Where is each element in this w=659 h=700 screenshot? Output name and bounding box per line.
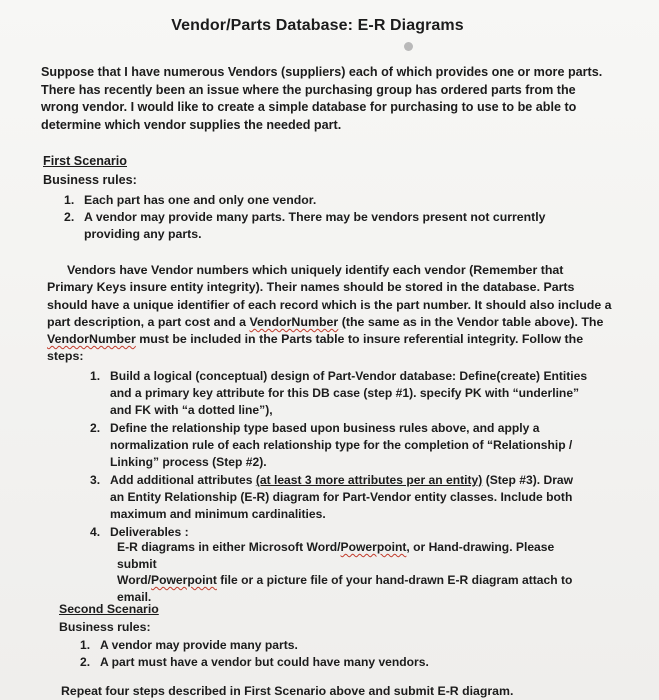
- steps-list: [90, 368, 600, 541]
- second-scenario-heading: Second Scenario: [59, 602, 159, 616]
- first-business-rules-list: [64, 192, 584, 243]
- first-business-rules-label: Business rules:: [43, 173, 137, 187]
- closing-instruction: Repeat four steps described in First Scenario above and submit E-R diagram.: [61, 684, 514, 698]
- spellcheck-word: Powerpoint: [340, 540, 407, 554]
- spellcheck-word: Powerpoint: [151, 573, 217, 587]
- list-item: 2. Define the relationship type based upon business rules above, and apply a normalization rule of each relationship type for the completion of “Relationship / Linking” process (Step #2).: [90, 421, 573, 469]
- second-business-rules-label: Business rules:: [59, 620, 151, 634]
- list-item: 4. Deliverables :: [90, 525, 189, 539]
- first-scenario-heading: First Scenario: [43, 154, 127, 168]
- spellcheck-word: VendorNumber: [47, 332, 136, 347]
- list-item: 3. Add additional attributes (at least 3 more attributes per an entity) (Step #3). Draw an Entity Relationship (E-R) diagram for Part-Vendor entity classes. Include both maximum and minimum cardinalities.: [90, 473, 574, 521]
- spellcheck-word: VendorNumber: [249, 314, 339, 329]
- page-title: Vendor/Parts Database: E-R Diagrams: [171, 17, 464, 34]
- deliverables-text: E-R diagrams in either Microsoft Word/Powerpoint, or Hand-drawing. Please submit Word/Powerpoint file or a picture file of your hand-drawn E-R diagram attach to email.: [117, 540, 573, 604]
- vendor-paragraph: Vendors have Vendor numbers which uniquely identify each vendor (Remember that Primary Keys insure entity integrity). Their names should be stored in the database. Parts should have a unique identifier of each record which is the part number. It should also include a part description, a part cost and a VendorNumber (the same as in the Vendor table above). The VendorNumber must be included in the Parts table to insure referential integrity. Follow the steps:: [47, 263, 612, 364]
- list-item: 1. Each part has one and only one vendor.: [64, 193, 317, 207]
- list-item: 2. A part must have a vendor but could have many vendors.: [80, 655, 429, 669]
- decorative-dot: [404, 42, 413, 51]
- list-item: 2. A vendor may provide many parts. There may be vendors present not currently providing any parts.: [64, 210, 546, 241]
- list-item: 1. A vendor may provide many parts.: [80, 638, 298, 652]
- second-business-rules-list: [80, 637, 580, 671]
- intro-paragraph: Suppose that I have numerous Vendors (suppliers) each of which provides one or more parts. There has recently been an issue where the purchasing group has ordered parts from the wrong vendor. I would like to create a simple database for purchasing to use to be able to determine which vendor supplies the needed part.: [41, 65, 603, 132]
- list-item: 1. Build a logical (conceptual) design of Part-Vendor database: Define(create) Entities and a primary key attribute for this DB case (step #1). specify PK with “underline” and FK with “a dotted line”),: [90, 369, 588, 417]
